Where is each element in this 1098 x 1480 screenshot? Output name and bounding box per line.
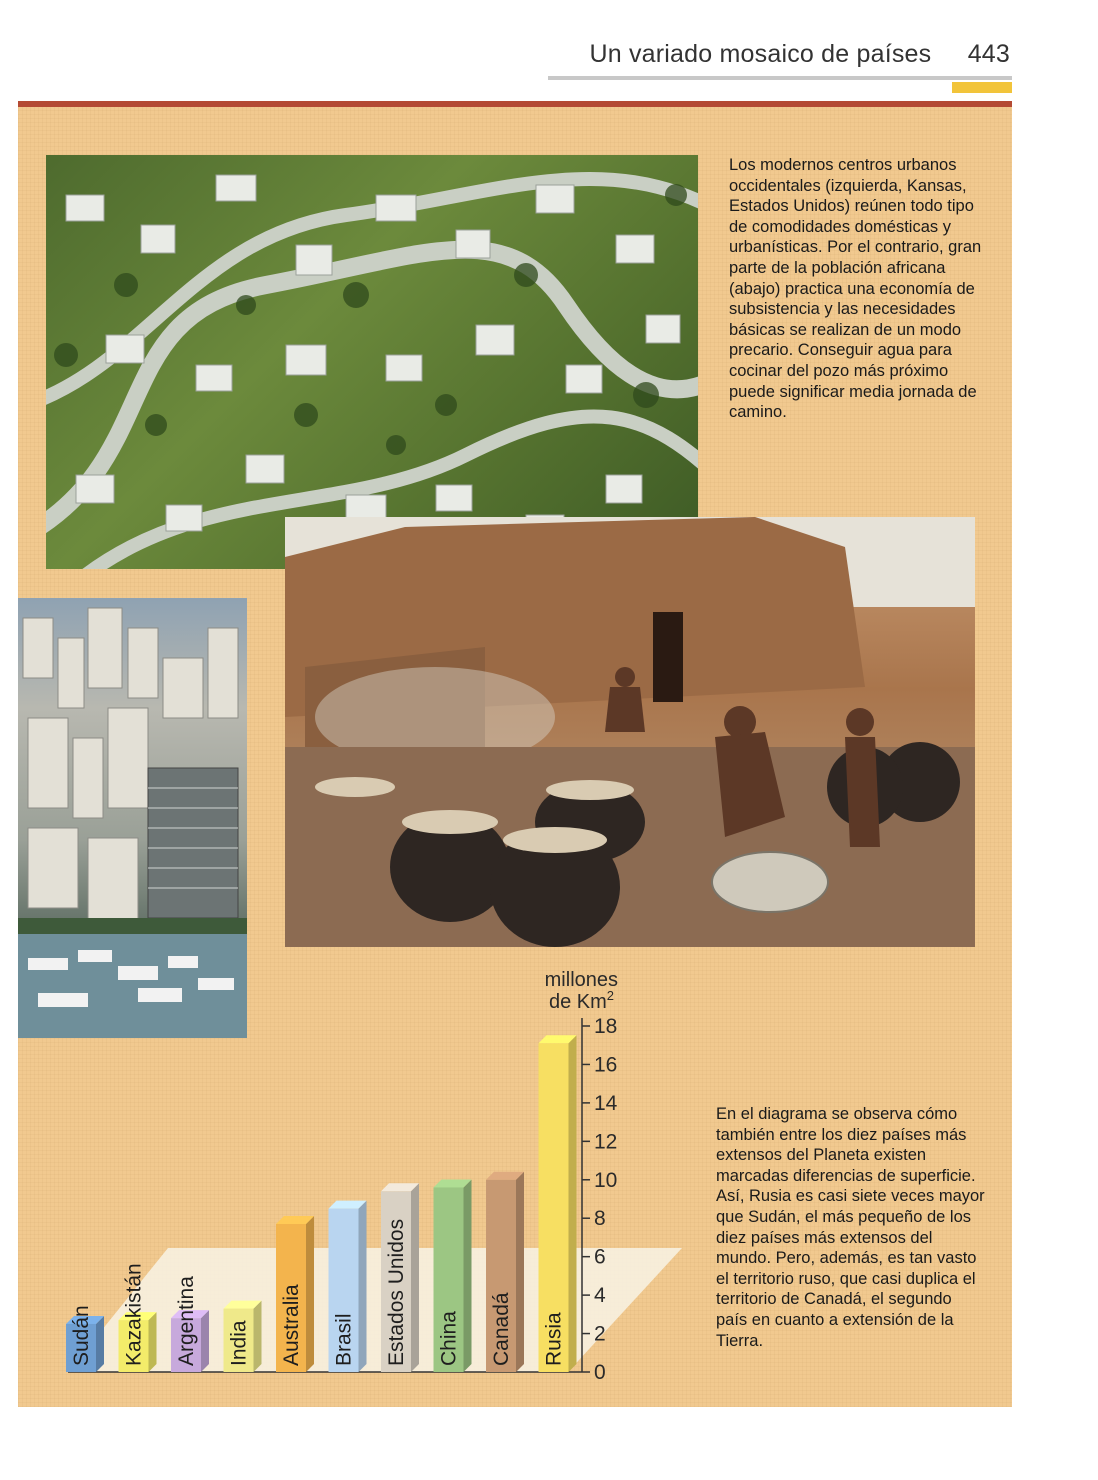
category-label: Sudán — [70, 1305, 93, 1366]
category-label: Rusia — [542, 1312, 566, 1366]
bar-0 — [66, 1305, 104, 1372]
bar-9 — [539, 1035, 577, 1372]
y-tick-label: 6 — [594, 1245, 606, 1269]
y-axis-label-line1: millones — [544, 969, 618, 991]
category-label: Australia — [280, 1284, 303, 1366]
page-number: 443 — [967, 40, 1010, 68]
bar-side — [96, 1316, 104, 1372]
category-label: India — [227, 1320, 251, 1366]
bar-side — [516, 1172, 524, 1372]
category-label: Argentina — [175, 1276, 198, 1366]
caption-urban-contrast: Los modernos centros urbanos occidentales (izquierda, Kansas, Estados Unidos) reúnen todo tipo de comodidades domésticas y urbanísticas. Por el contrario, gran parte de la población africana (abajo) practica una economía de subsistencia y las necesidades básicas se realizan de un modo precario. Conseguir agua para cocinar del pozo más próximo puede significar media jornada de camino. — [729, 156, 982, 422]
y-tick-label: 0 — [594, 1361, 606, 1384]
y-axis-label-sup: 2 — [606, 988, 614, 1003]
y-tick-label: 12 — [594, 1130, 618, 1154]
category-label: Canadá — [490, 1292, 513, 1366]
y-axis-label-unit: de Km — [548, 991, 607, 1013]
bar-side — [411, 1183, 419, 1372]
bar-5 — [329, 1201, 367, 1372]
category-label: Estados Unidos — [385, 1218, 408, 1366]
bar-side — [359, 1201, 367, 1372]
bar-6 — [381, 1183, 419, 1372]
y-tick-label: 2 — [594, 1322, 606, 1346]
bar-side — [149, 1312, 157, 1372]
y-tick-label: 8 — [594, 1207, 606, 1231]
caption-chart-explanation: En el diagrama se observa cómo también entre los diez países más extensos del Planeta existen marcadas diferencias de superficie. Así, Rusia es casi siete veces mayor que Sudán, el más pequeño de los diez países más extensos del mundo. Pero, además, es tan vasto el territorio ruso, que casi duplica el territorio de Canadá, el segundo país en cuanto a extensión de la Tierra. — [716, 1105, 985, 1350]
y-tick-label: 14 — [594, 1091, 618, 1115]
y-axis-label-line2 — [549, 988, 614, 1013]
chart-floor — [68, 1245, 682, 1372]
category-label: Brasil — [332, 1313, 356, 1366]
bar-8 — [486, 1172, 524, 1372]
bar-side — [569, 1035, 577, 1372]
bar-3 — [224, 1301, 262, 1372]
y-tick-label: 4 — [594, 1284, 606, 1308]
bar-7 — [434, 1179, 472, 1372]
y-tick-label: 18 — [594, 1015, 618, 1038]
y-tick-label: 16 — [594, 1053, 618, 1077]
bar-side — [254, 1301, 262, 1372]
category-label: China — [437, 1311, 461, 1366]
y-tick-label: 10 — [594, 1168, 618, 1192]
category-label: Kazakistán — [122, 1263, 146, 1366]
bar-side — [306, 1216, 314, 1372]
bar-4 — [276, 1216, 314, 1372]
bar-side — [464, 1179, 472, 1372]
bar-side — [201, 1310, 209, 1372]
header-title-text: Un variado mosaico de países — [589, 40, 932, 68]
